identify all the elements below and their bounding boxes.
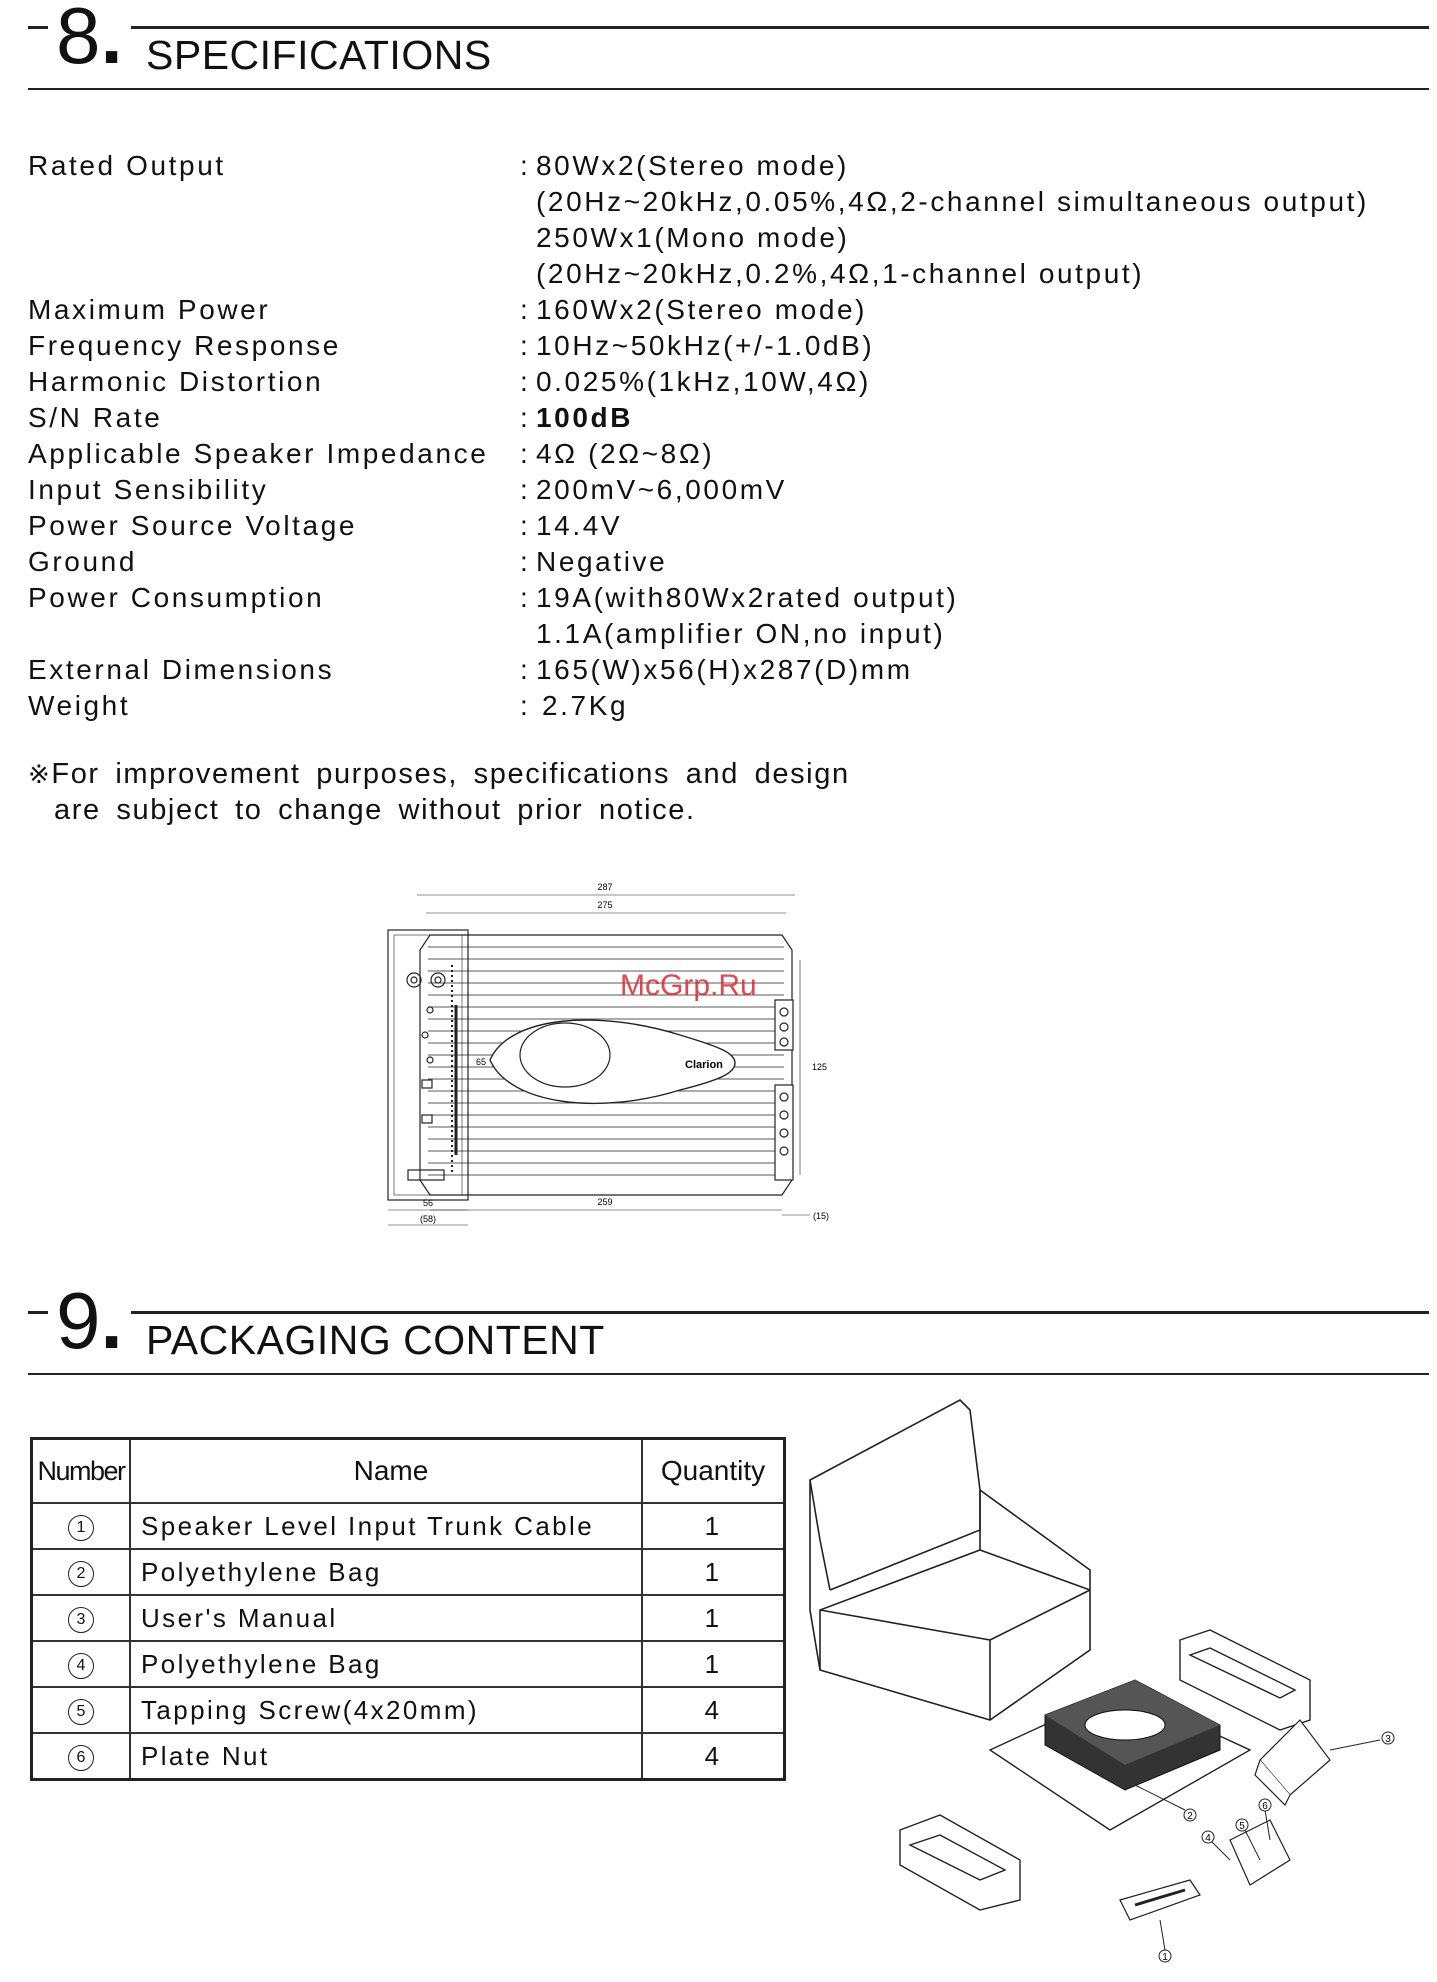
spec-value: (20Hz~20kHz,0.05%,4Ω,2-channel simultaneous output) <box>536 186 1369 217</box>
reference-mark-icon: ※ <box>28 759 52 789</box>
dim-label-56: 56 <box>422 1198 434 1208</box>
change-notice <box>28 756 850 828</box>
spec-row <box>28 400 1428 436</box>
switch-icon <box>422 1115 432 1123</box>
spec-row <box>28 328 1428 364</box>
dim-label-125: 125 <box>812 1062 828 1072</box>
box-icon <box>810 1400 1090 1720</box>
spec-list <box>28 148 1428 724</box>
section-title: SPECIFICATIONS <box>146 32 492 78</box>
table-header-row <box>32 1439 785 1504</box>
circled-number: 4 <box>68 1653 94 1679</box>
circled-number: 2 <box>68 1561 94 1587</box>
row-quantity: 4 <box>642 1687 785 1733</box>
callout-6: 6 <box>1262 1801 1268 1812</box>
spec-value: 1.1A(amplifier ON,no input) <box>536 618 946 649</box>
spec-label: Frequency Response <box>28 330 341 361</box>
spec-label: Maximum Power <box>28 294 271 325</box>
spec-values <box>536 652 913 688</box>
row-number <box>32 1733 131 1780</box>
row-number <box>32 1503 131 1549</box>
spec-row <box>28 544 1428 580</box>
spec-label: Ground <box>28 546 137 577</box>
notice-line-2 <box>28 792 850 828</box>
spec-row <box>28 436 1428 472</box>
rca-jack-icon <box>435 977 441 983</box>
table-row <box>32 1641 785 1687</box>
spec-colon: : <box>520 402 531 433</box>
row-quantity: 1 <box>642 1549 785 1595</box>
section-number: 8 <box>56 0 101 80</box>
spec-colon: : <box>520 654 531 685</box>
header-rule-bottom <box>28 1373 1429 1375</box>
spec-colon: : <box>520 366 531 397</box>
spec-values <box>536 400 633 436</box>
row-name: Tapping Screw(4x20mm) <box>130 1687 642 1733</box>
spec-row <box>28 580 1428 652</box>
row-name: User's Manual <box>130 1595 642 1641</box>
callout-1: 1 <box>1162 1952 1168 1963</box>
spec-value: 10Hz~50kHz(+/-1.0dB) <box>536 330 875 361</box>
dimension-drawing <box>380 875 1040 1235</box>
spec-value: 165(W)x56(H)x287(D)mm <box>536 654 913 685</box>
spec-colon: : <box>520 294 531 325</box>
row-name: Speaker Level Input Trunk Cable <box>130 1503 642 1549</box>
spec-value: 200mV~6,000mV <box>536 474 787 505</box>
row-quantity: 1 <box>642 1503 785 1549</box>
circled-number: 5 <box>68 1699 94 1725</box>
spec-row <box>28 292 1428 328</box>
spec-values <box>536 292 867 328</box>
spec-row <box>28 148 1428 292</box>
spec-label: S/N Rate <box>28 402 163 433</box>
spec-label: Harmonic Distortion <box>28 366 324 397</box>
spec-value: 4Ω (2Ω~8Ω) <box>536 438 715 469</box>
spec-value: 2.7Kg <box>542 690 629 721</box>
spec-value: 19A(with80Wx2rated output) <box>536 582 959 613</box>
manual-icon <box>1255 1720 1330 1805</box>
section-title: PACKAGING CONTENT <box>146 1317 605 1363</box>
rca-jack-icon <box>431 973 445 987</box>
spec-colon: : <box>520 330 531 361</box>
spec-label: Weight <box>28 690 131 721</box>
spec-values <box>536 436 714 472</box>
row-number <box>32 1549 131 1595</box>
watermark: McGrp.Ru <box>620 969 757 1002</box>
row-quantity: 4 <box>642 1733 785 1780</box>
spec-colon: : <box>520 438 531 469</box>
spec-values <box>536 580 958 652</box>
callout-2: 2 <box>1187 1811 1193 1822</box>
spec-values <box>536 148 1369 292</box>
spec-label: Input Sensibility <box>28 474 269 505</box>
row-number <box>32 1595 131 1641</box>
dim-label-287: 287 <box>597 882 613 892</box>
table-row <box>32 1595 785 1641</box>
table-row <box>32 1733 785 1780</box>
spec-label: Power Source Voltage <box>28 510 358 541</box>
callout-4: 4 <box>1205 1833 1211 1844</box>
knob-icon <box>427 1007 433 1013</box>
table-row <box>32 1549 785 1595</box>
spec-colon: : <box>520 546 531 577</box>
header-quantity: Quantity <box>642 1439 785 1504</box>
table-row <box>32 1503 785 1549</box>
amplifier-icon <box>1045 1680 1220 1790</box>
header-number: Number <box>32 1439 131 1504</box>
rca-jack-icon <box>411 977 417 983</box>
spec-values <box>536 688 628 724</box>
callout-5: 5 <box>1239 1821 1245 1832</box>
spec-value: 14.4V <box>536 510 623 541</box>
section-number-wrap <box>48 0 131 80</box>
spec-row <box>28 652 1428 688</box>
spec-value: Negative <box>536 546 668 577</box>
notice-text-2: are subject to change without prior notice. <box>54 794 696 826</box>
spec-label: External Dimensions <box>28 654 335 685</box>
brand-logo: Clarion <box>685 1059 723 1071</box>
section-number-dot: . <box>100 0 123 80</box>
header-name: Name <box>130 1439 642 1504</box>
section-number: 9 <box>56 1276 101 1365</box>
spec-row <box>28 508 1428 544</box>
section-header-specifications <box>28 0 1429 90</box>
dim-label-275: 275 <box>597 900 613 910</box>
spec-colon: : <box>520 510 531 541</box>
dim-label-259: 259 <box>597 1197 613 1207</box>
knob-icon <box>422 1032 428 1038</box>
side-view <box>388 930 468 1225</box>
circled-number: 6 <box>68 1745 94 1771</box>
spec-label: Power Consumption <box>28 582 325 613</box>
spec-value: 80Wx2(Stereo mode) <box>536 150 849 181</box>
spec-row <box>28 472 1428 508</box>
logo-dome <box>520 1023 610 1087</box>
row-name: Plate Nut <box>130 1733 642 1780</box>
switch-icon <box>422 1080 432 1088</box>
spec-colon: : <box>520 582 531 613</box>
header-rule-top <box>28 26 1429 29</box>
spec-values <box>536 508 622 544</box>
spec-values <box>536 364 871 400</box>
row-quantity: 1 <box>642 1641 785 1687</box>
spec-value: 100dB <box>536 402 634 433</box>
section-header-packaging <box>28 1276 1429 1375</box>
spec-values <box>536 544 667 580</box>
header-rule-bottom <box>28 88 1429 90</box>
spec-row <box>28 688 1428 724</box>
spec-value: 250Wx1(Mono mode) <box>536 222 850 253</box>
row-name: Polyethylene Bag <box>130 1641 642 1687</box>
section-number-wrap <box>48 1276 131 1365</box>
spec-row <box>28 364 1428 400</box>
spec-value: 0.025%(1kHz,10W,4Ω) <box>536 366 871 397</box>
circled-number: 1 <box>68 1515 94 1541</box>
circled-number: 3 <box>68 1607 94 1633</box>
dim-label-58: (58) <box>419 1214 437 1224</box>
row-number <box>32 1687 131 1733</box>
row-quantity: 1 <box>642 1595 785 1641</box>
spec-values <box>536 328 874 364</box>
notice-text-1: For improvement purposes, specifications and design <box>51 758 850 790</box>
spec-colon: : <box>520 150 531 181</box>
spec-label: Applicable Speaker Impedance <box>28 438 489 469</box>
dim-label-15: (15) <box>813 1211 830 1221</box>
dim-label-65: 65 <box>476 1057 487 1067</box>
row-number <box>32 1641 131 1687</box>
section-number-dot: . <box>100 1276 123 1365</box>
knob-icon <box>427 1057 433 1063</box>
table-row <box>32 1687 785 1733</box>
spec-colon: : <box>520 690 531 721</box>
spec-value: 160Wx2(Stereo mode) <box>536 294 868 325</box>
spec-values <box>536 472 787 508</box>
packaging-table <box>30 1437 786 1781</box>
spec-colon: : <box>520 474 531 505</box>
header-rule-top <box>28 1311 1429 1314</box>
terminal-block <box>775 1085 793 1180</box>
spec-value: (20Hz~20kHz,0.2%,4Ω,1-channel output) <box>536 258 1145 289</box>
row-name: Polyethylene Bag <box>130 1549 642 1595</box>
callout-3: 3 <box>1385 1734 1391 1745</box>
package-illustration <box>790 1390 1430 1970</box>
rca-jack-icon <box>407 973 421 987</box>
notice-line-1 <box>28 756 850 792</box>
spec-label: Rated Output <box>28 150 226 181</box>
top-view <box>417 895 810 1215</box>
